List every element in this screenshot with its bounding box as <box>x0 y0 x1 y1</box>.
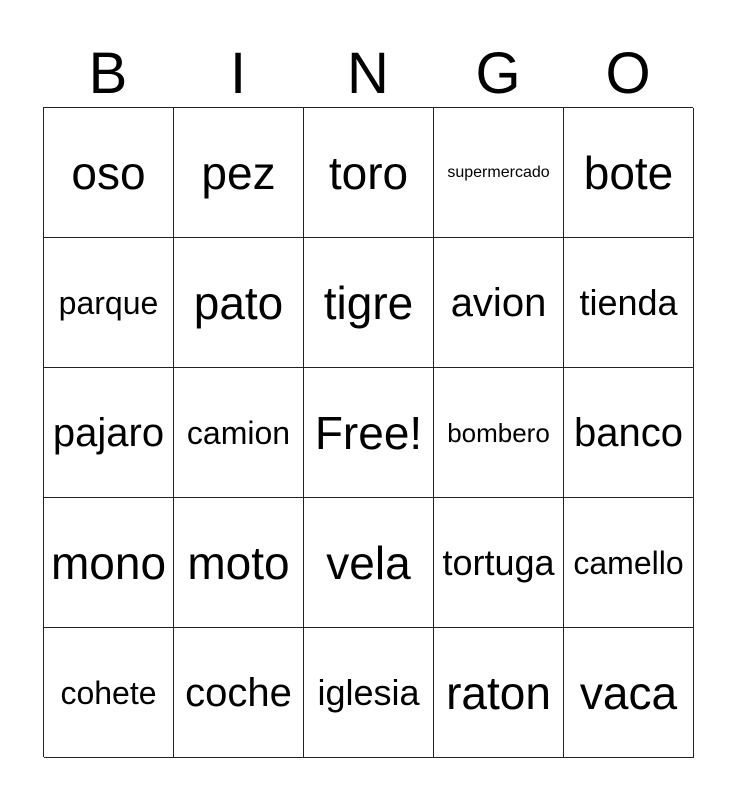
bingo-cell[interactable]: oso <box>44 108 174 238</box>
bingo-cell[interactable]: toro <box>304 108 434 238</box>
bingo-cell[interactable]: coche <box>174 628 304 758</box>
bingo-cell[interactable]: mono <box>44 498 174 628</box>
bingo-cell[interactable]: tienda <box>564 238 694 368</box>
bingo-cell[interactable]: pez <box>174 108 304 238</box>
bingo-cell[interactable]: vaca <box>564 628 694 758</box>
bingo-cell[interactable]: avion <box>434 238 564 368</box>
bingo-cell[interactable]: raton <box>434 628 564 758</box>
bingo-cell[interactable]: cohete <box>44 628 174 758</box>
bingo-cell[interactable]: camion <box>174 368 304 498</box>
bingo-cell[interactable]: camello <box>564 498 694 628</box>
header-letter-o: O <box>605 41 651 106</box>
bingo-cell[interactable]: bote <box>564 108 694 238</box>
header-letter-b: B <box>88 41 128 106</box>
bingo-cell[interactable]: parque <box>44 238 174 368</box>
bingo-cell[interactable]: pajaro <box>44 368 174 498</box>
bingo-cell[interactable]: tortuga <box>434 498 564 628</box>
bingo-cell[interactable]: iglesia <box>304 628 434 758</box>
bingo-cell[interactable]: banco <box>564 368 694 498</box>
header-letter-i: I <box>229 41 247 106</box>
bingo-cell[interactable]: pato <box>174 238 304 368</box>
header-letter-g: G <box>475 41 521 106</box>
bingo-cell[interactable]: moto <box>174 498 304 628</box>
header-letter-n: N <box>347 41 389 106</box>
bingo-cell[interactable]: supermercado <box>434 108 564 238</box>
bingo-card <box>43 107 693 757</box>
bingo-cell[interactable]: tigre <box>304 238 434 368</box>
bingo-header <box>43 40 693 108</box>
bingo-cell[interactable]: Free! <box>304 368 434 498</box>
bingo-cell[interactable]: bombero <box>434 368 564 498</box>
bingo-cell[interactable]: vela <box>304 498 434 628</box>
